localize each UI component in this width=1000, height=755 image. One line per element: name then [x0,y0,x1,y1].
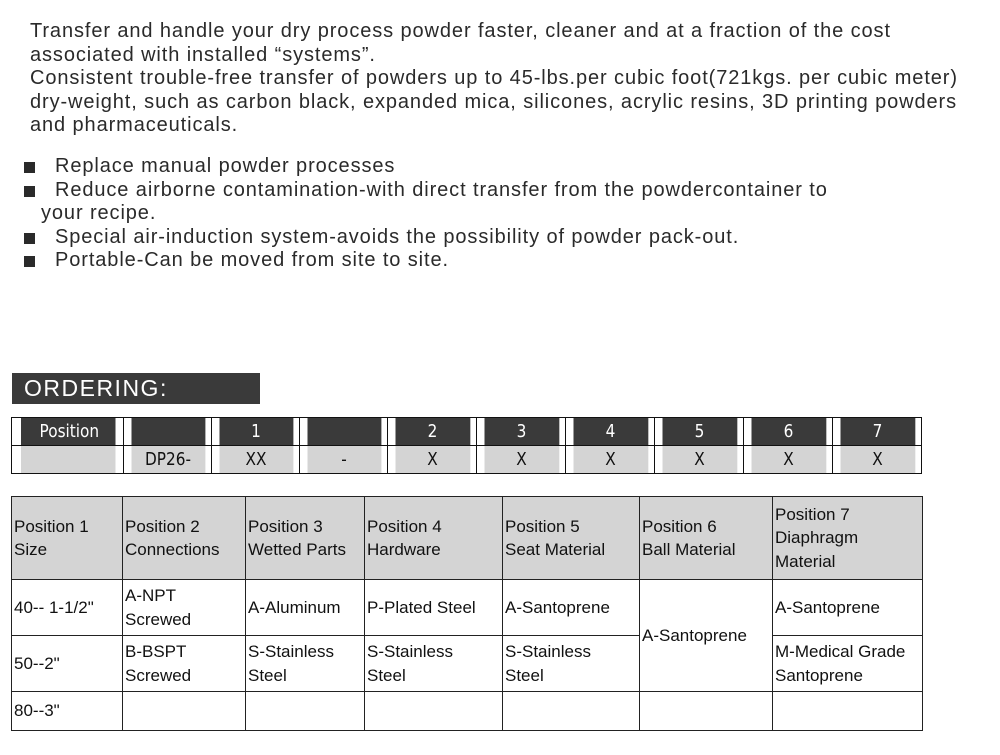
position-cell [306,418,381,446]
seat-cell: S-Stainless Steel [503,636,640,692]
feature-text: Replace manual powder processes [55,155,396,177]
code-cell: X [483,446,559,474]
bullet-square-icon [24,256,35,267]
position-cell: 1 [218,418,293,446]
position-cell: 7 [839,418,915,446]
position-cell [130,418,205,446]
feature-item [24,179,984,226]
empty-cell [503,692,640,731]
model-prefix: DP26- [130,446,205,474]
code-cell: X [661,446,737,474]
description-paragraph: Consistent trouble-free transfer of powders up to 45-lbs.per cubic foot(721kgs. per cubic meter) dry-weight, such as carbon black, expanded mica, silicones, acrylic resins, 3D printing powders and pharmaceuticals. [30,67,958,137]
product-description [30,20,990,138]
ordering-code-table [11,417,922,474]
header-cell: Position 3 Wetted Parts [246,497,365,580]
position-cell: 2 [394,418,470,446]
position-cell: 6 [750,418,826,446]
feature-item [24,249,984,273]
code-cell: X [572,446,648,474]
header-cell: Position 7 Diaphragm Material [773,497,923,580]
options-table [11,496,923,731]
size-cell: 40-- 1-1/2" [12,580,123,636]
feature-text: Special air-induction system-avoids the possibility of powder pack-out. [55,225,740,248]
code-row [12,446,922,474]
position-label: Position [20,418,115,446]
feature-text: Portable-Can be moved from site to site. [55,249,449,272]
bullet-square-icon [24,162,35,173]
position-row [12,418,922,446]
empty-cell [365,692,503,731]
description-paragraph: Transfer and handle your dry process powder faster, cleaner and at a fraction of the cost associated with installed “systems”. [30,20,891,66]
feature-text-continued: your recipe. [41,202,157,225]
diaphragm-cell: M-Medical Grade Santoprene [773,636,923,692]
code-cell: X [394,446,470,474]
position-cell: 4 [572,418,648,446]
wetted-cell: S-Stainless Steel [246,636,365,692]
header-cell: Position 6 Ball Material [640,497,773,580]
feature-item [24,226,984,250]
header-cell: Position 4 Hardware [365,497,503,580]
hardware-cell: P-Plated Steel [365,580,503,636]
hardware-cell: S-Stainless Steel [365,636,503,692]
ordering-heading: ORDERING: [12,373,260,404]
ball-cell: A-Santoprene [640,580,773,692]
empty-cell [773,692,923,731]
size-cell: 80--3" [12,692,123,731]
empty-cell [246,692,365,731]
seat-cell: A-Santoprene [503,580,640,636]
feature-text: Reduce airborne contamination-with direct transfer from the powdercontainer to [55,178,828,201]
empty-cell [640,692,773,731]
feature-item [24,155,984,179]
table-row [12,636,923,692]
header-cell: Position 5 Seat Material [503,497,640,580]
options-header-row [12,497,923,580]
code-cell [20,446,115,474]
wetted-cell: A-Aluminum [246,580,365,636]
feature-list [24,155,984,273]
connection-cell: A-NPT Screwed [123,580,246,636]
connection-cell: B-BSPT Screwed [123,636,246,692]
table-row [12,580,923,636]
position-cell: 5 [661,418,737,446]
code-cell: X [750,446,826,474]
table-row [12,692,923,731]
code-cell: X [839,446,915,474]
bullet-square-icon [24,186,35,197]
header-cell: Position 2 Connections [123,497,246,580]
diaphragm-cell: A-Santoprene [773,580,923,636]
empty-cell [123,692,246,731]
position-cell: 3 [483,418,559,446]
code-cell: - [306,446,381,474]
bullet-square-icon [24,233,35,244]
header-cell: Position 1 Size [12,497,123,580]
code-cell: XX [218,446,293,474]
size-cell: 50--2" [12,636,123,692]
